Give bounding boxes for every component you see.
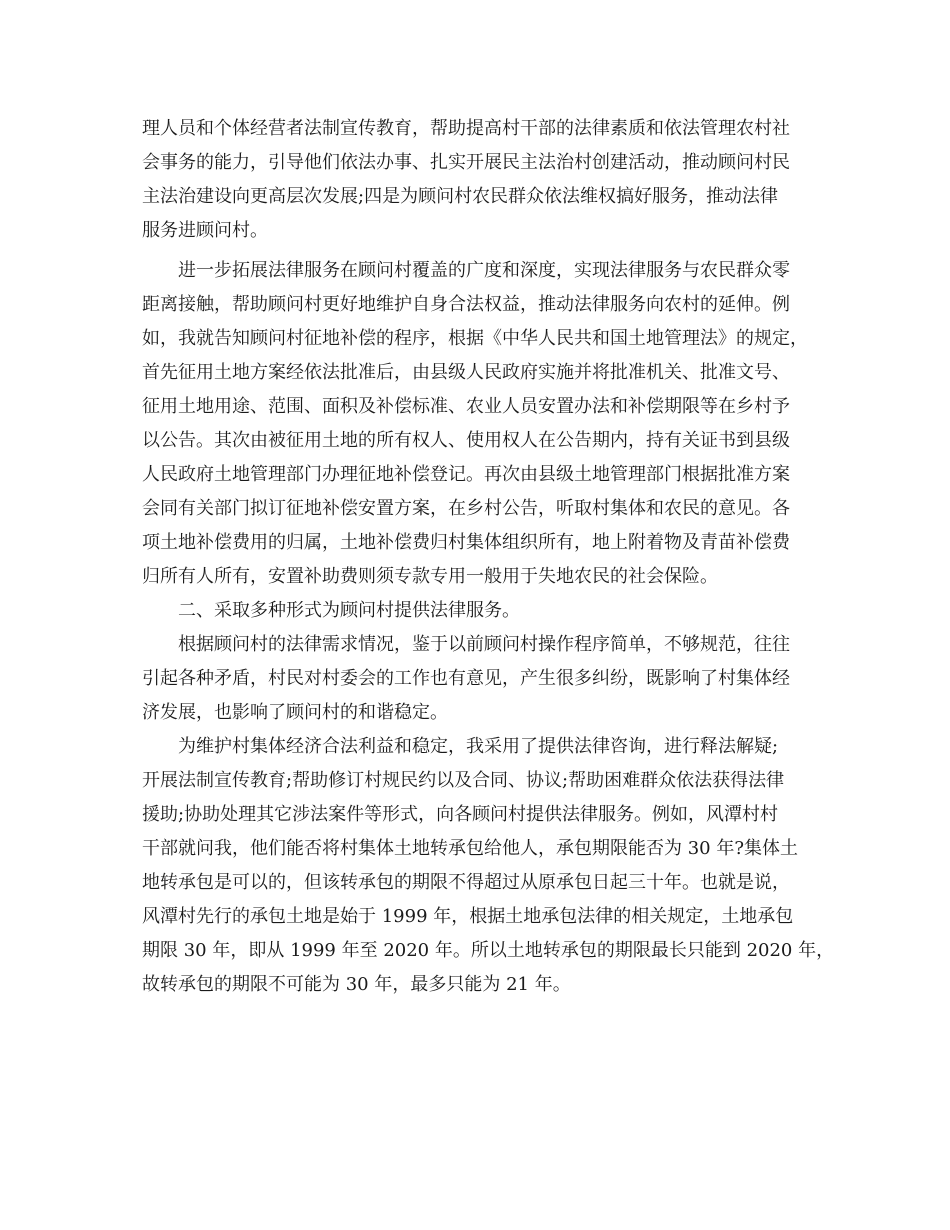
- text-line: 如，我就告知顾问村征地补偿的程序，根据《中华人民共和国土地管理法》的规定，: [142, 328, 808, 349]
- text-line: 会同有关部门拟订征地补偿安置方案，在乡村公告，听取村集体和农民的意见。各: [142, 498, 790, 519]
- text-line: 以公告。其次由被征用土地的所有权人、使用权人在公告期内，持有关证书到县级: [142, 430, 790, 451]
- text-line: 进一步拓展法律服务在顾问村覆盖的广度和深度，实现法律服务与农民群众零: [178, 260, 790, 281]
- text-line: 故转承包的期限不可能为 30 年，最多只能为 21 年。: [142, 974, 571, 995]
- text-line: 会事务的能力，引导他们依法办事、扎实开展民主法治村创建活动，推动顾问村民: [142, 152, 790, 173]
- text-line: 归所有人所有，安置补助费则须专款专用一般用于失地农民的社会保险。: [142, 566, 718, 587]
- text-line: 项土地补偿费用的归属，土地补偿费归村集体组织所有，地上附着物及青苗补偿费: [142, 532, 790, 553]
- text-line: 首先征用土地方案经依法批准后，由县级人民政府实施并将批准机关、批准文号、: [142, 362, 790, 383]
- document-body: [142, 112, 835, 1002]
- paragraph-2: [142, 254, 832, 594]
- text-line: 根据顾问村的法律需求情况，鉴于以前顾问村操作程序简单，不够规范，往往: [178, 634, 790, 655]
- heading-line: 二、采取多种形式为顾问村提供法律服务。: [178, 600, 520, 621]
- text-line: 服务进顾问村。: [142, 220, 268, 241]
- text-line: 理人员和个体经营者法制宣传教育，帮助提高村干部的法律素质和依法管理农村社: [142, 118, 790, 139]
- text-line: 引起各种矛盾，村民对村委会的工作也有意见，产生很多纠纷，既影响了村集体经: [142, 668, 790, 689]
- text-line: 距离接触，帮助顾问村更好地维护自身合法权益，推动法律服务向农村的延伸。例: [142, 294, 790, 315]
- text-line: 征用土地用途、范围、面积及补偿标准、农业人员安置办法和补偿期限等在乡村予: [142, 396, 790, 417]
- paragraph-1: [142, 112, 832, 248]
- text-line: 干部就问我，他们能否将村集体土地转承包给他人，承包期限能否为 30 年?集体土: [142, 838, 798, 859]
- paragraph-4: [142, 730, 835, 1002]
- text-line: 人民政府土地管理部门办理征地补偿登记。再次由县级土地管理部门根据批准方案: [142, 464, 790, 485]
- text-line: 风潭村先行的承包土地是始于 1999 年，根据土地承包法律的相关规定，土地承包: [142, 906, 794, 927]
- text-line: 期限 30 年，即从 1999 年至 2020 年。所以土地转承包的期限最长只能到 2020 年，: [142, 940, 835, 961]
- paragraph-3: [142, 628, 832, 730]
- text-line: 地转承包是可以的，但该转承包的期限不得超过从原承包日起三十年。也就是说，: [142, 872, 790, 893]
- section-heading: [142, 594, 832, 628]
- text-line: 开展法制宣传教育;帮助修订村规民约以及合同、协议;帮助困难群众依法获得法律: [142, 770, 785, 791]
- text-line: 主法治建设向更高层次发展;四是为顾问村农民群众依法维权搞好服务，推动法律: [142, 186, 779, 207]
- text-line: 济发展，也影响了顾问村的和谐稳定。: [142, 702, 448, 723]
- text-line: 为维护村集体经济合法利益和稳定，我采用了提供法律咨询，进行释法解疑;: [178, 736, 779, 757]
- text-line: 援助;协助处理其它涉法案件等形式，向各顾问村提供法律服务。例如，风潭村村: [142, 804, 779, 825]
